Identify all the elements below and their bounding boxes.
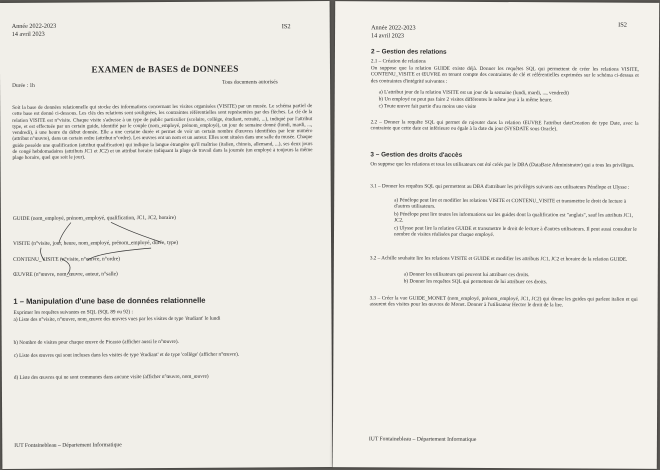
exam-duration: Durée : 1h [12,82,35,89]
left-page [0,1,332,469]
section3-2-text: 3.2 – Achille souhaite lire les relations VISITE et GUIDE et modifier les attributs JC1, JC2 et horaire de la relation GUIDE. [369,255,628,263]
right-3-2-a: a) Donner les utilisateurs qui peuvent lui attribuer ces droits. [403,271,530,279]
intro-paragraph: Soit la base de données relationnelle qui stocke des informations concernant les visites organisées (VISITE) par un musée. Le schéma partiel de cette base est donné ci-dessous. Les clés des relations sont soulignées, les contraintes référentielles sont représentées par des flèches. La clé de la relation VISITE est n°visite. Chaque visite s'adresse à un type de public particulier (scolaire, collège, étudiant, retraité, ...), indiqué par l'attribut type, et est effectuée par un certain guide, identifié par le couple (nom_employé, prénom_employé), un jour de semaine donné (lundi, mardi, ..., vendredi), à une heure du début donnée. Elle a une certaine durée et permet de voir un certain nombre d'œuvres identifiées par leur numéro (attribut n°œuvre), dans un certain ordre (attribut n°ordre). Les œuvres ont un nom et un auteur. Elles sont situées dans une salle du musée. Chaque guide possède une qualification (attribut qualification) qui indique la langue étrangère qu'il maîtrise (italien, chinois, allemand, ...), ses deux jours de congé hebdomadaires (attributs JC1 et JC2) et un attribut horaire indiquant la plage de travail dans la journée (un employé à toujours la même plage horaire, quel que soit le jour). [12,103,313,161]
section3-1-text: 3.1 – Donner les requêtes SQL qui permettent au DBA d'attribuer les privilèges suivants aux utilisateurs Pénélope et Ulysse : [370,183,630,191]
exam-title: EXAMEN de BASES de DONNEES [91,63,239,75]
section2-heading: 2 – Gestion des relations [370,48,447,56]
section3-3-text: 3.3 – Créer la vue GUIDE_MONET (nom_employé, prénom_employé, JC1, JC2) qui donne les guides qui parlent italien et qui assurent des visites pour les œuvres de Monet. Donner à l'utilisateur Hector le droit de la lire. [369,295,638,309]
constraint-c: c) Toute œuvre fait partie d'au moins une visite [378,103,477,110]
question-1a: a) Liste des n°visite, n°œuvre, nom_œuvre des œuvres vues par les visites de type 'étudiant' le lundi [13,315,221,323]
right-3-1-c: c) Ulysse peut lire la relation GUIDE et transmettre le droit de lecture à d'autres utilisateurs. Il peut aussi consulter le nombre de visites réalisées par chaque employé. [393,225,637,239]
right-footer: IUT Fontainebleau – Département Informatique [368,436,477,443]
constraint-a: a) L'attribut jour de la relation VISITE est un jour de la semaine (lundi, mardi, ..., vendredi) [378,89,569,97]
exam-docs: Tous documents autorisés [222,79,278,86]
left-year: Année 2022-2023 [11,22,57,30]
schema-visite: VISITE (n°visite, jour, heure, nom_employé, prénom_employé, durée, type) [13,239,179,247]
right-year: Année 2022-2023 [371,24,416,32]
question-1b: b) Nombre de visites pour chaque œuvre de Picasso (afficher aussi le n°œuvre). [13,338,179,346]
section1-lead: Exprimer les requêtes suivantes en SQL (SQL 89 ou 92) : [13,309,133,316]
left-page-code: IS2 [281,23,291,31]
referential-arrows [0,1,332,469]
section2-2-text: 2.2 – Donner la requête SQL qui permet de rajouter dans la relation ŒUVRE l'attribut dateCreation de type Date, avec la contrainte que cette date est inférieure ou égale à la date du jour (SYSDATE sous Oracle). [370,119,639,133]
right-3-1-a: a) Pénélope peut lire et modifier les relations VISITE et CONTENU_VISITE et transmettre le droit de lecture à d'autres utilisateurs. [394,197,627,210]
section2-1-text: On suppose que la relation GUIDE existe déjà. Donner les requêtes SQL qui permettent de créer les relations VISITE, CONTENU_VISITE et ŒUVRE en tenant compte des contraintes de clé et référentielles exprimées sur le schéma ci-dessus et des contraintes d'intégrité suivantes : [370,65,639,85]
section1-heading: 1 – Manipulation d'une base de données relationnelle [13,295,206,306]
section2-1-title: 2.1 – Création de relations [370,58,426,65]
constraint-b: b) Un employé ne peut pas faire 2 visites différentes le même jour à la même heure. [378,96,553,104]
schema-guide: GUIDE (nom_employé, prénom_employé, qualification, JC1, JC2, horaire) [12,214,176,222]
schema-contenu-visite: CONTENU_VISITE (n°visite, n°œuvre, n°ordre) [13,256,121,263]
section3-heading: 3 – Gestion des droits d'accès [370,151,463,159]
right-page-code: IS2 [618,21,628,29]
right-3-2-b: b) Donner les requêtes SQL qui permettent de lui attribuer ces droits. [403,278,548,286]
question-1d: d) Liste des œuvres qui ne sont communes dans aucune visite (afficher n°œuvre, nom_œuvre) [13,373,209,381]
question-1c: c) Liste des œuvres qui sont incluses dans les visites de type 'étudiant' et de type 'collège' (afficher n°œuvre). [13,351,240,359]
right-date: 14 avril 2023 [371,32,405,40]
schema-oeuvre: ŒUVRE (n°œuvre, nom_œuvre, auteur, n°salle) [13,271,118,278]
right-3-1-b: b) Pénélope peut lire toutes les informations sur les guides dont la qualification est "anglais", sauf les attributs JC1, JC2. [394,211,633,224]
section3-text: On suppose que les relations et tous les utilisateurs ont été créés par le DBA (DataBase Administrator) qui a tous les privilèges. [370,161,635,169]
right-page [333,1,659,469]
left-date: 14 avril 2023 [11,30,45,38]
left-footer: IUT Fontainebleau – Département Informatique [14,442,122,449]
